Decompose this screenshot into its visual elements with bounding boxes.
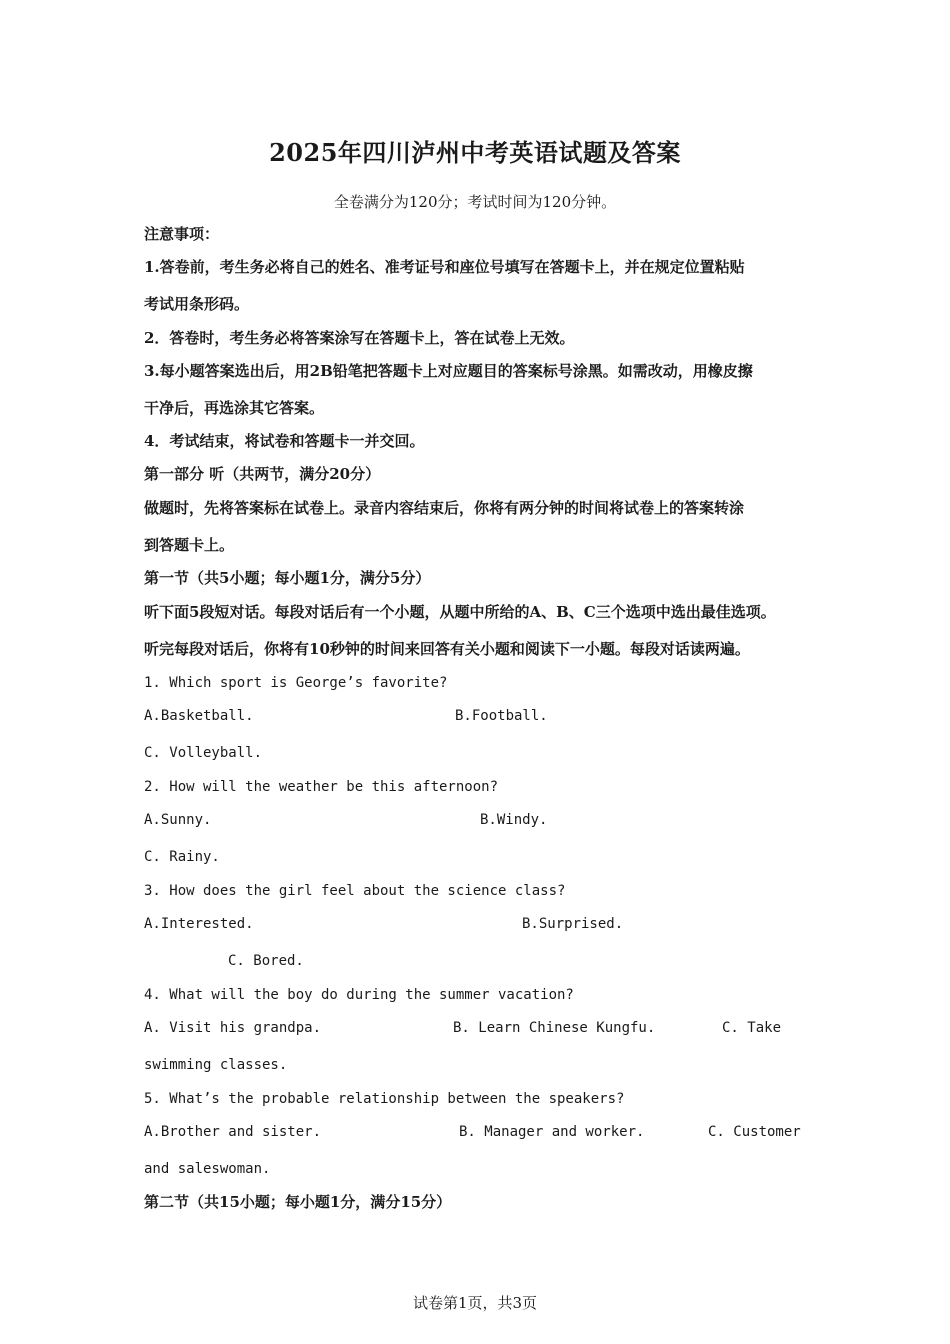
question-3: 3. How does the girl feel about the science class? (144, 883, 566, 899)
notes-heading: 注意事项： (144, 225, 220, 243)
note-3-line-1: 3.每小题答案选出后，用2B铅笔把答题卡上对应题目的答案标号涂黑。如需改动，用橡皮擦 (144, 362, 753, 380)
note-2: 2．答卷时，考生务必将答案涂写在答题卡上，答在试卷上无效。 (144, 329, 575, 347)
part1-heading: 第一部分 听（共两节，满分20分） (144, 465, 381, 483)
q4-option-b: B. Learn Chinese Kungfu. (453, 1020, 656, 1036)
q4-option-c: C. Take (722, 1020, 782, 1036)
page-title: 2025年四川泸州中考英语试题及答案 (269, 138, 681, 167)
exam-info: 全卷满分为120分；考试时间为120分钟。 (333, 193, 617, 211)
q3-option-b: B.Surprised. (522, 916, 624, 932)
question-1: 1. Which sport is George’s favorite? (144, 675, 448, 691)
q4-option-c-continued: swimming classes. (144, 1057, 288, 1073)
note-1-line-1: 1.答卷前，考生务必将自己的姓名、准考证号和座位号填写在答题卡上，并在规定位置粘贴 (144, 258, 745, 276)
page-footer: 试卷第1页，共3页 (412, 1294, 538, 1312)
question-2: 2. How will the weather be this afternoon? (144, 779, 499, 795)
q1-option-b: B.Football. (455, 708, 548, 724)
q1-option-c: C. Volleyball. (144, 745, 263, 761)
q2-option-b: B.Windy. (480, 812, 548, 828)
q1-option-a: A.Basketball. (144, 708, 254, 724)
q3-option-a: A.Interested. (144, 916, 254, 932)
q5-option-b: B. Manager and worker. (459, 1124, 645, 1140)
part1-instruction-line-1: 做题时，先将答案标在试卷上。录音内容结束后，你将有两分钟的时间将试卷上的答案转涂 (144, 499, 745, 517)
section1-instruction-line-2: 听完每段对话后，你将有10秒钟的时间来回答有关小题和阅读下一小题。每段对话读两遍。 (144, 640, 750, 658)
q4-option-a: A. Visit his grandpa. (144, 1020, 322, 1036)
q5-option-c: C. Customer (708, 1124, 801, 1140)
q5-option-a: A.Brother and sister. (144, 1124, 322, 1140)
section2-heading: 第二节（共15小题；每小题1分，满分15分） (144, 1193, 452, 1211)
question-5: 5. What’s the probable relationship between the speakers? (144, 1091, 625, 1107)
part1-instruction-line-2: 到答题卡上。 (144, 536, 235, 554)
note-1-line-2: 考试用条形码。 (144, 295, 250, 313)
section1-heading: 第一节（共5小题；每小题1分，满分5分） (144, 569, 431, 587)
q2-option-c: C. Rainy. (144, 849, 220, 865)
q3-option-c: C. Bored. (228, 953, 304, 969)
q2-option-a: A.Sunny. (144, 812, 212, 828)
note-4: 4．考试结束，将试卷和答题卡一并交回。 (144, 432, 425, 450)
question-4: 4. What will the boy do during the summer vacation? (144, 987, 574, 1003)
section1-instruction-line-1: 听下面5段短对话。每段对话后有一个小题，从题中所给的A、B、C三个选项中选出最佳选项。 (144, 603, 776, 621)
q5-option-c-continued: and saleswoman. (144, 1161, 271, 1177)
note-3-line-2: 干净后，再选涂其它答案。 (144, 399, 325, 417)
